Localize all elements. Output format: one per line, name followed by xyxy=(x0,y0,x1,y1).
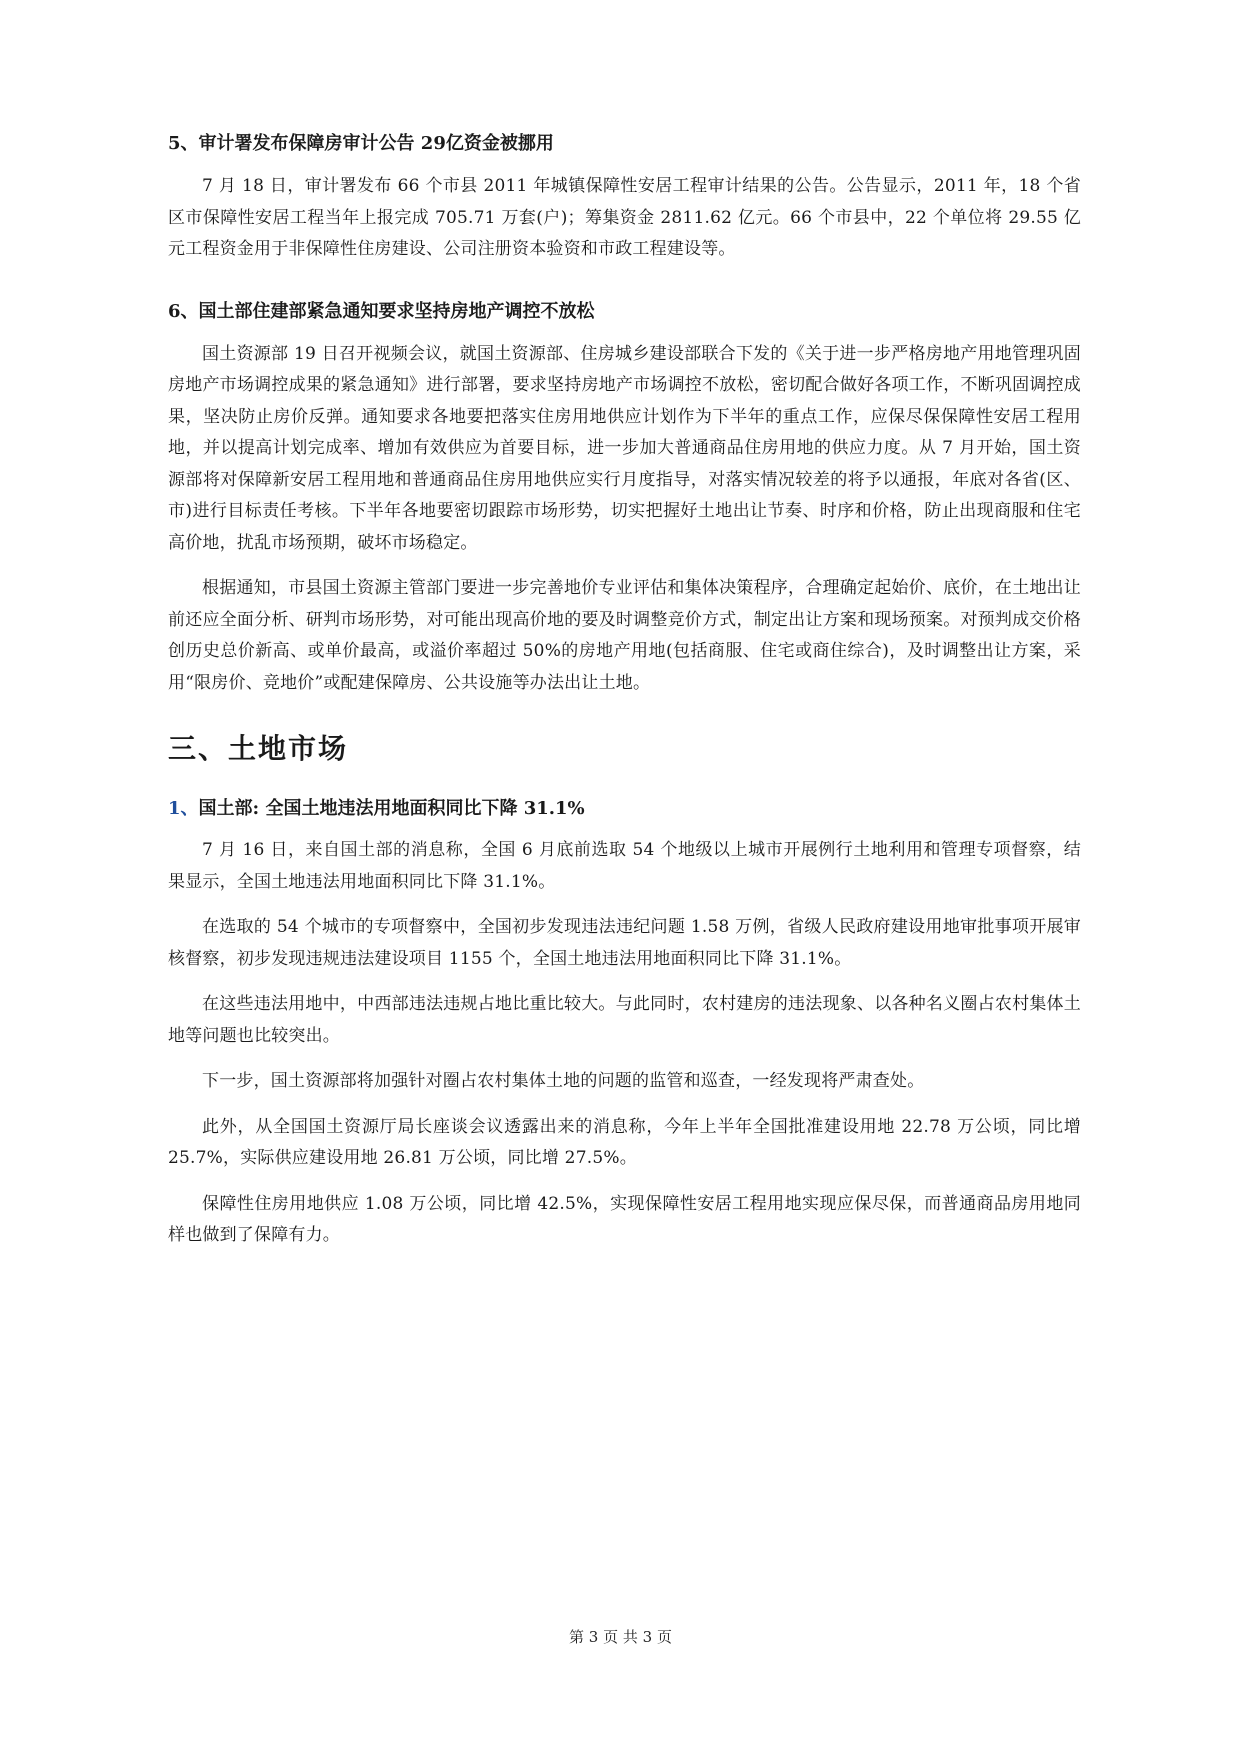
section-5-paragraph-1: 7 月 18 日，审计署发布 66 个市县 2011 年城镇保障性安居工程审计结果的公告。公告显示，2011 年，18 个省区市保障性安居工程当年上报完成 705.71 万套(户)；筹集资金 2811.62 亿元。66 个市县中，22 个单位将 29.55 亿元工程资金用于非保障性住房建设、公司注册资本验资和市政工程建设等。 xyxy=(168,176,1081,259)
section-1-title xyxy=(168,795,1081,823)
section-1-paragraph-2: 在选取的 54 个城市的专项督察中，全国初步发现违法违纪问题 1.58 万例，省级人民政府建设用地审批事项开展审核督察，初步发现违规违法建设项目 1155 个，全国土地违法用地面积同比下降 31.1%。 xyxy=(168,917,1081,969)
section-6-paragraph-2: 根据通知，市县国土资源主管部门要进一步完善地价专业评估和集体决策程序，合理确定起始价、底价，在土地出让前还应全面分析、研判市场形势，对可能出现高价地的要及时调整竞价方式，制定出让方案和现场预案。对预判成交价格创历史总价新高、或单价最高，或溢价率超过 50%的房地产用地(包括商服、住宅或商住综合)，及时调整出让方案，采用“限房价、竞地价”或配建保障房、公共设施等办法出让土地。 xyxy=(168,578,1081,693)
page-content xyxy=(168,130,1081,1252)
section-1-paragraph-5: 此外，从全国国土资源厅局长座谈会议透露出来的消息称，今年上半年全国批准建设用地 22.78 万公顷，同比增 25.7%，实际供应建设用地 26.81 万公顷，同比增 27.5%。 xyxy=(168,1116,1081,1168)
section-6-paragraph-1: 国土资源部 19 日召开视频会议，就国土资源部、住房城乡建设部联合下发的《关于进一步严格房地产用地管理巩固房地产市场调控成果的紧急通知》进行部署，要求坚持房地产市场调控不放松，密切配合做好各项工作，不断巩固调控成果，坚决防止房价反弹。通知要求各地要把落实住房用地供应计划作为下半年的重点工作，应保尽保保障性安居工程用地，并以提高计划完成率、增加有效供应为首要目标，进一步加大普通商品住房用地的供应力度。从 7 月开始，国土资源部将对保障新安居工程用地和普通商品住房用地供应实行月度指导，对落实情况较差的将予以通报，年底对各省(区、市)进行目标责任考核。下半年各地要密切跟踪市场形势，切实把握好土地出让节奏、时序和价格，防止出现商服和住宅高价地，扰乱市场预期，破坏市场稳定。 xyxy=(168,343,1081,553)
page-footer: 第 3 页 共 3 页 xyxy=(569,1628,672,1646)
section-1-title-text: 国土部: 全国土地违法用地面积同比下降 31.1% xyxy=(198,798,585,819)
section-5-title: 5、审计署发布保障房审计公告 29亿资金被挪用 xyxy=(168,133,554,154)
section-1-paragraph-3: 在这些违法用地中，中西部违法违规占地比重比较大。与此同时，农村建房的违法现象、以各种名义圈占农村集体土地等问题也比较突出。 xyxy=(168,994,1081,1046)
chapter-3-heading: 三、土地市场 xyxy=(168,732,349,765)
section-6-title: 6、国土部住建部紧急通知要求坚持房地产调控不放松 xyxy=(168,300,595,322)
section-1-paragraph-4: 下一步，国土资源部将加强针对圈占农村集体土地的问题的监管和巡查，一经发现将严肃查处。 xyxy=(202,1071,925,1091)
section-1-paragraph-6: 保障性住房用地供应 1.08 万公顷，同比增 42.5%，实现保障性安居工程用地实现应保尽保，而普通商品房用地同样也做到了保障有力。 xyxy=(168,1193,1081,1245)
section-1-paragraph-1: 7 月 16 日，来自国土部的消息称，全国 6 月底前选取 54 个地级以上城市开展例行土地利用和管理专项督察，结果显示，全国土地违法用地面积同比下降 31.1%。 xyxy=(168,840,1081,892)
section-1-number: 1、 xyxy=(168,798,199,819)
